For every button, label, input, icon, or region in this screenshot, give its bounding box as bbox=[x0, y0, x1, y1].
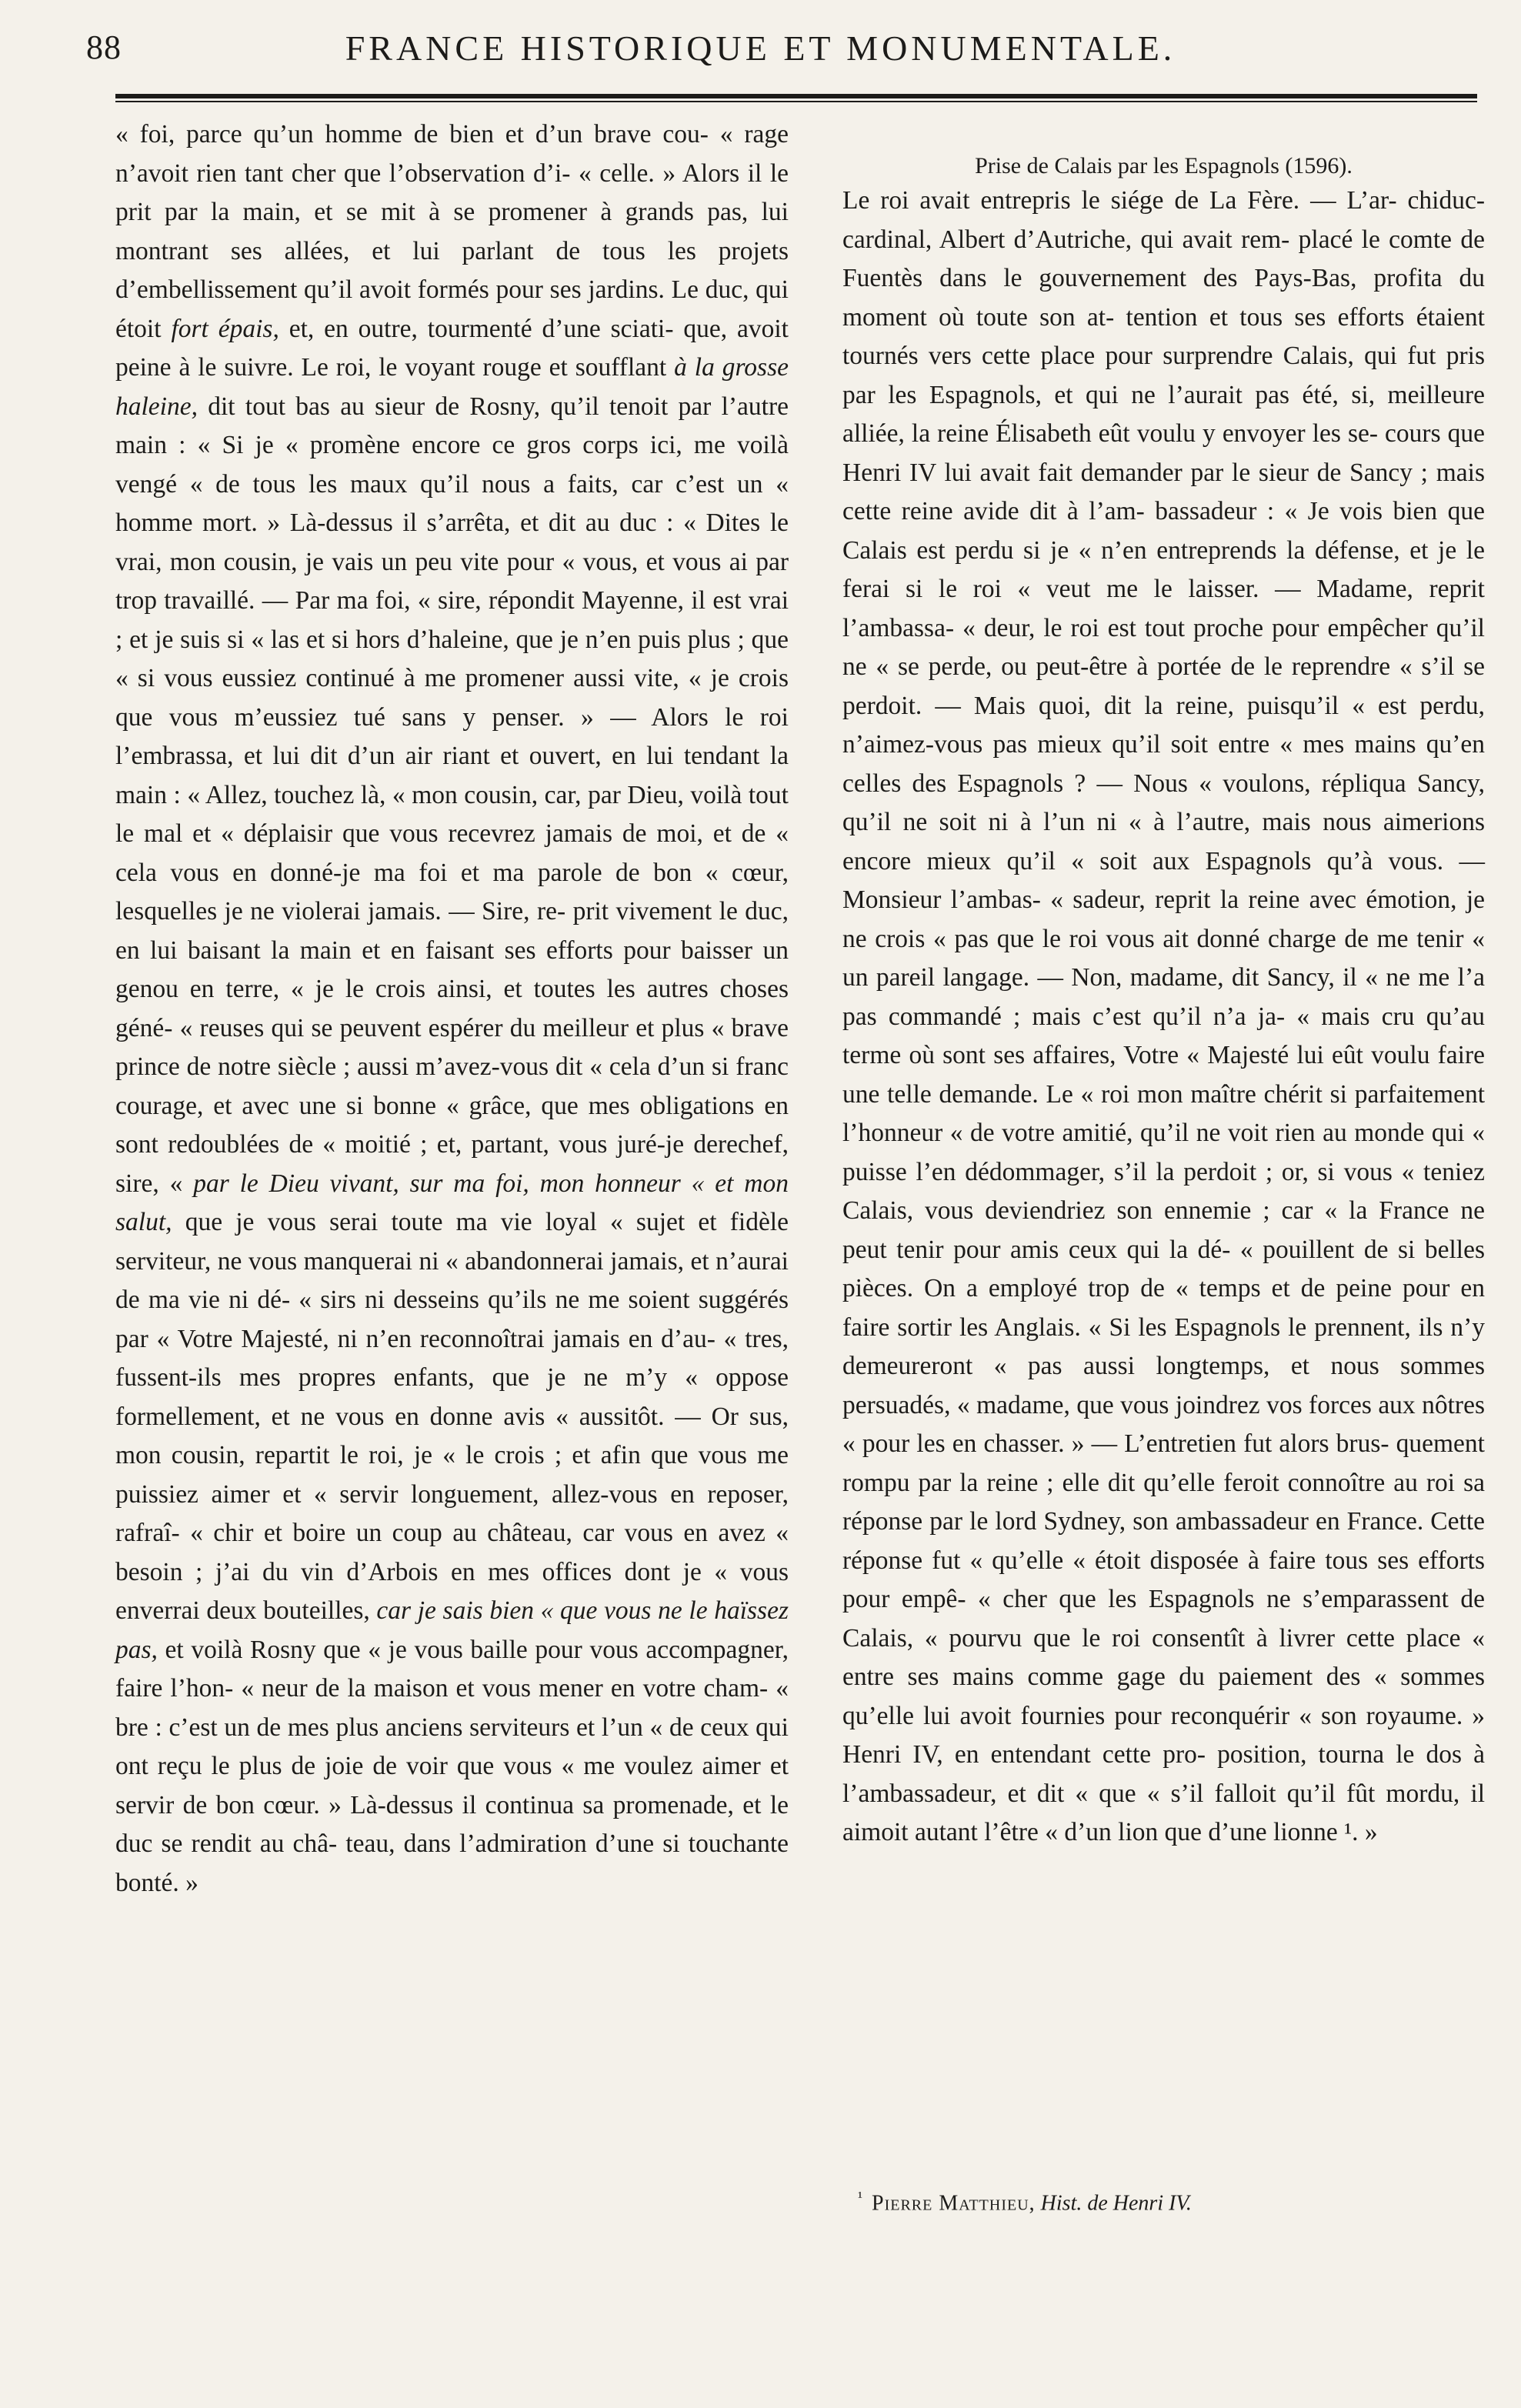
italic-run: à la grosse haleine, bbox=[115, 353, 789, 421]
left-column bbox=[115, 115, 789, 1903]
page-number: 88 bbox=[86, 28, 122, 66]
footnote-work: Hist. de Henri IV. bbox=[1040, 2191, 1192, 2216]
right-paragraph: Le roi avait entrepris le siége de La Fère. — L’ar- chiduc-cardinal, Albert d’Autriche, qui avait rem- placé le comte de Fuentès dans le gouvernement des Pays-Bas, profita du moment où toute son at- tention et tous ses efforts étaient tournés vers cette place pour surprendre Calais, qui fut pris par les Espagnols, et qui ne l’aurait pas été, si, meilleure alliée, la reine Élisabeth eût voulu y envoyer les se- cours que Henri IV lui avait fait demander par le sieur de Sancy ; mais cette reine avide dit à l’am- bassadeur : « Je vois bien que Calais est perdu si je « n’en entreprends la défense, et je le ferai si le roi « veut me le laisser. — Madame, reprit l’ambassa- « deur, le roi est tout proche pour empêcher qu’il ne « se perde, ou peut-être à portée de le reprendre « s’il se perdoit. — Mais quoi, dit la reine, puisqu’il « est perdu, n’aimez-vous pas mieux qu’il soit entre « mes mains qu’en celles des Espagnols ? — Nous « voulons, répliqua Sancy, qu’il ne soit ni à l’un ni « à l’autre, mais nous aimerions encore mieux qu’il « soit aux Espagnols qu’à vous. — Monsieur l’ambas- « sadeur, reprit la reine avec émotion, je ne crois « pas que le roi vous ait donné charge de me tenir « un pareil langage. — Non, madame, dit Sancy, il « ne me l’a pas commandé ; mais c’est qu’il n’a ja- « mais cru qu’au terme où sont ses affaires, Votre « Majesté lui eût voulu faire une telle demande. Le « roi mon maître chérit si parfaitement l’honneur « de votre amitié, qu’il ne voit rien au monde qui « puisse l’en dédommager, s’il la perdoit ; or, si vous « teniez Calais, vous deviendriez son ennemie ; car « la France ne peut tenir pour amis ceux qui la dé- « pouillent de si belles pièces. On a employé trop de « temps et de peine pour en faire sortir les Anglais. « Si les Espagnols le prennent, ils n’y demeureront « pas aussi longtemps, et nous sommes persuadés, « madame, que vous joindrez vos forces aux nôtres « pour les en chasser. » — L’entretien fut alors brus- quement rompu par la reine ; elle dit qu’elle feroit connoître au roi sa réponse par le lord Sydney, son ambassadeur en France. Cette réponse fut « qu’elle « étoit disposée à faire tous ses efforts pour empê- « cher que les Espagnols ne s’emparassent de Calais, « pourvu que le roi consentît à livrer cette place « entre ses mains comme gage du paiement des « sommes qu’elle lui avoit fournies pour reconquérir « son royaume. » Henri IV, en entendant cette pro- position, tourna le dos à l’ambassadeur, et dit « que « s’il falloit qu’il fût mordu, il aimoit autant l’être « d’un lion que d’une lionne ¹. » bbox=[842, 186, 1485, 1846]
header-rule-thin bbox=[115, 101, 1477, 102]
footnote-author: Pierre Matthieu, bbox=[872, 2191, 1036, 2216]
footnote-mark: ¹ bbox=[858, 2189, 862, 2206]
text-run: et voilà Rosny que « je vous baille pour vous accompagner, faire l’hon- « neur de la maison et vous mener en votre cham- « bre : c’est un de mes plus anciens serviteurs et l’un « de ceux qui ont reçu le plus de joie de voir que vous « me voulez aimer et servir de bon cœur. » Là-dessus il continua sa promenade, et le duc se rendit au châ- teau, dans l’admiration d’une si touchante bonté. » bbox=[115, 1635, 789, 1897]
text-run: dit tout bas au sieur de Rosny, qu’il tenoit par l’autre main : « Si je « promène encore ce gros corps ici, me voilà vengé « de tous les maux qu’il nous a faits, car c’est un « homme mort. » Là-dessus il s’arrêta, et dit au duc : « Dites le vrai, mon cousin, je vais un peu vite pour « vous, et vous ai par trop travaillé. — Par ma foi, « sire, répondit Mayenne, il est vrai ; et je suis si « las et si hors d’haleine, que je n’en puis plus ; que « si vous eussiez continué à me promener aussi vite, « je crois que vous m’eussiez tué sans y penser. » — Alors le roi l’embrassa, et lui dit d’un air riant et ouvert, en lui tendant la main : « Allez, touchez là, « mon cousin, car, par Dieu, voilà tout le mal et « déplaisir que vous recevrez jamais de moi, et de « cela vous en donné-je ma foi et ma parole de bon « cœur, lesquelles je ne violerai jamais. — Sire, re- prit vivement le duc, en lui baisant la main et en faisant ses efforts pour baisser un genou en terre, « je le crois ainsi, et toutes les autres choses géné- « reuses qui se peuvent espérer du meilleur et plus « brave prince de notre siècle ; aussi m’avez-vous dit « cela d’un si franc courage, et avec une si bonne « grâce, que mes obligations en sont redoublées de « moitié ; et, partant, vous juré-je derechef, sire, « bbox=[115, 392, 789, 1198]
text-run: que je vous serai toute ma vie loyal « sujet et fidèle serviteur, ne vous manquerai ni « abandonnerai jamais, et n’aurai de ma vie ni dé- « sirs ni desseins qu’ils ne me soient suggérés par « Votre Majesté, ni n’en reconnoîtrai jamais en d’au- « tres, fussent-ils mes propres enfants, que je ne m’y « oppose formellement, et ne vous en donne avis « aussitôt. — Or sus, mon cousin, repartit le roi, je « le crois ; et afin que vous me puissiez aimer et « servir longuement, allez-vous en reposer, rafraî- « chir et boire un coup au château, car vous en avez « besoin ; j’ai du vin d’Arbois en mes offices dont je « vous enverrai deux bouteilles, bbox=[115, 1208, 789, 1625]
italic-run: fort épais, bbox=[171, 314, 279, 343]
right-column bbox=[842, 151, 1485, 1853]
section-title: Prise de Calais par les Espagnols (1596). bbox=[975, 153, 1353, 178]
left-paragraph bbox=[115, 115, 789, 1903]
footnote bbox=[858, 2189, 1473, 2216]
text-run: « foi, parce qu’un homme de bien et d’un brave cou- « rage n’avoit rien tant cher que l’observation d’i- « celle. » Alors il le prit par la main, et se mit à se promener à grands pas, lui montrant ses allées, et lui parlant de tous les projets d’embellissement qu’il avoit formés pour ses jardins. Le duc, qui étoit bbox=[115, 120, 789, 343]
italic-run: par le Dieu vivant, sur ma foi, mon honneur « et mon salut, bbox=[115, 1169, 789, 1236]
header-rule-thick bbox=[115, 94, 1477, 98]
italic-run: car je sais bien « que vous ne le haïssez pas, bbox=[115, 1596, 789, 1664]
text-run: et, en outre, tourmenté d’une sciati- que, avoit peine à le suivre. Le roi, le voyant rouge et soufflant bbox=[115, 314, 789, 382]
running-title: FRANCE HISTORIQUE ET MONUMENTALE. bbox=[345, 28, 1176, 68]
